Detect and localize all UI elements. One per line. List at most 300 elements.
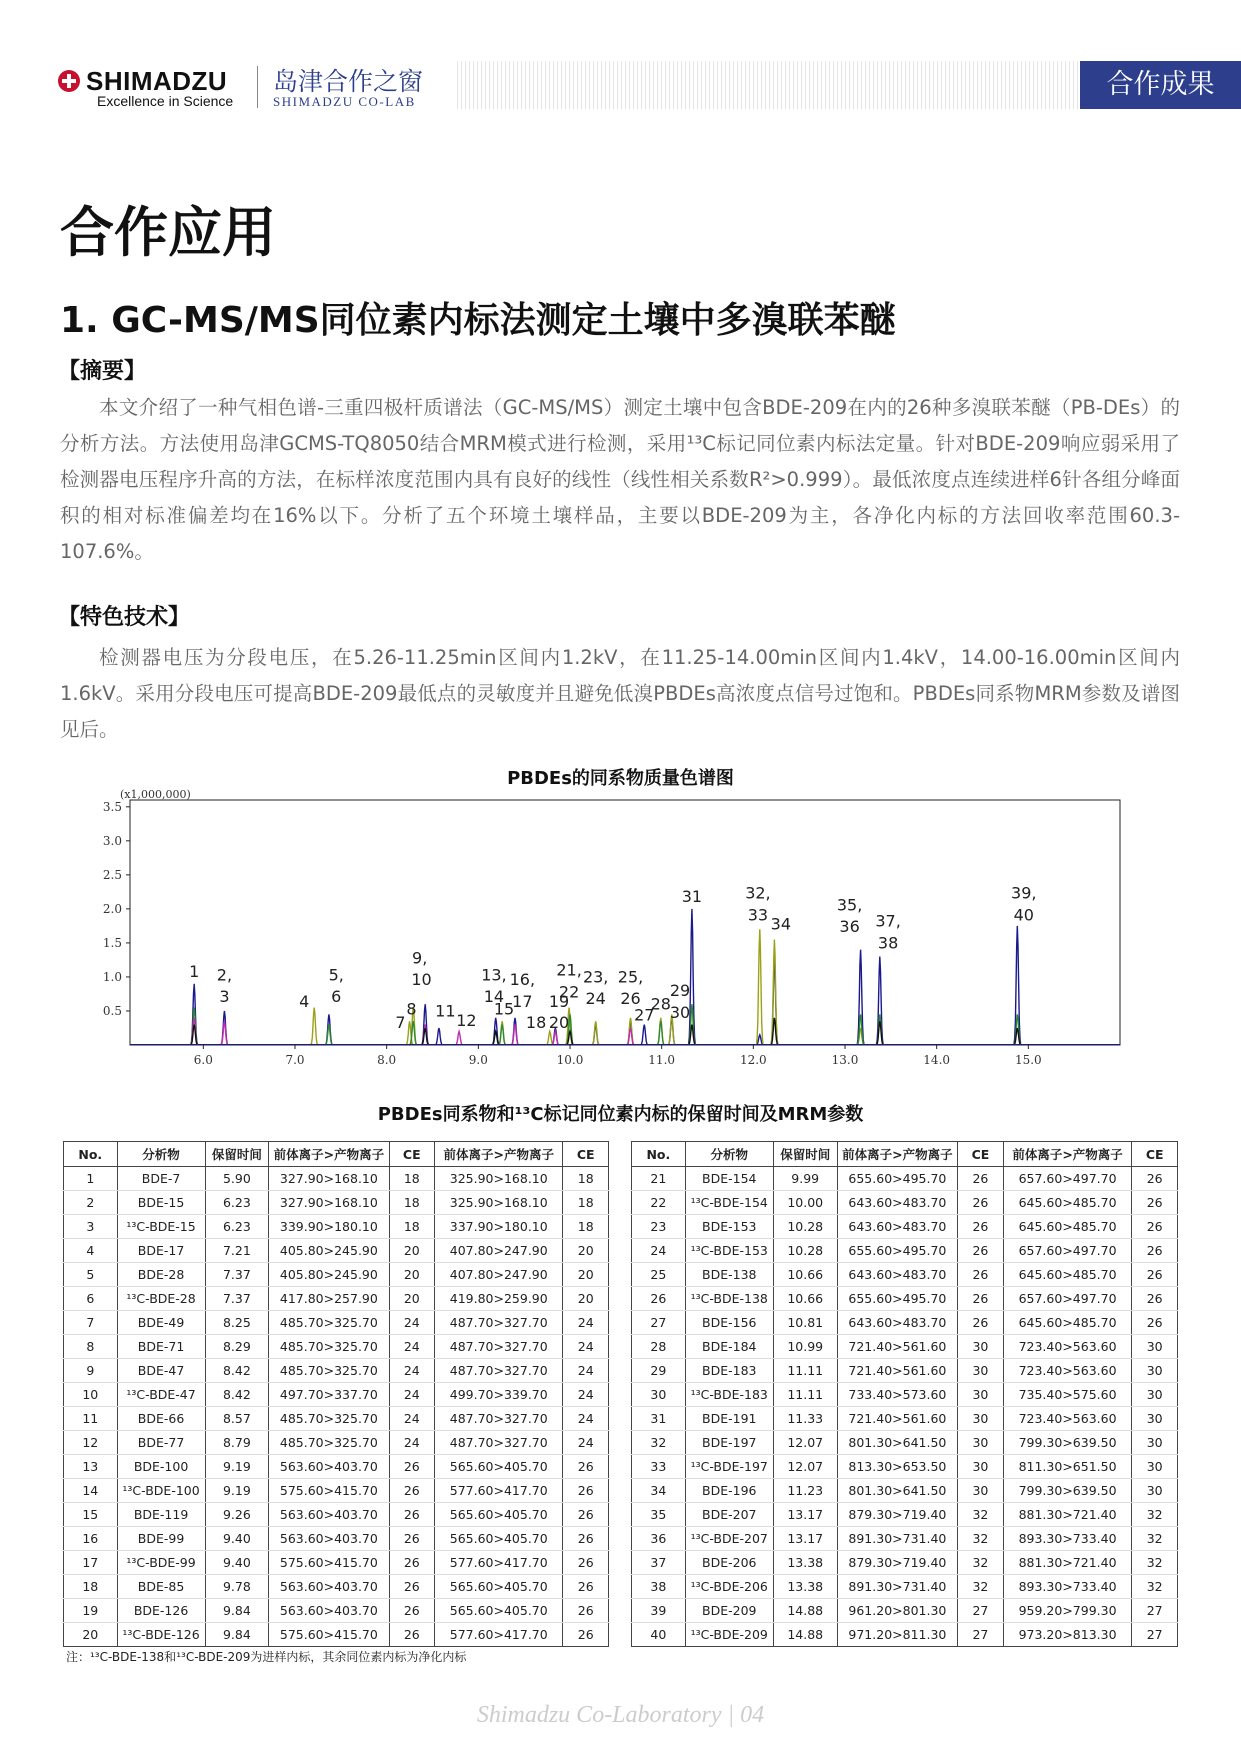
- x-tick-label: 9.0: [468, 1053, 488, 1067]
- table-row: [64, 1335, 609, 1359]
- table-row: [632, 1407, 1178, 1431]
- table-row: [64, 1599, 609, 1623]
- table-cell: 27: [1132, 1623, 1178, 1647]
- chromatogram-peak: [547, 1031, 554, 1044]
- page-header: [0, 0, 1241, 120]
- table-cell: 24: [563, 1431, 609, 1455]
- peak-label: 10: [411, 970, 432, 990]
- x-tick-label: 8.0: [377, 1053, 397, 1067]
- y-tick-label: 2.0: [102, 901, 122, 916]
- table-cell: 26: [958, 1287, 1004, 1311]
- peak-label: 3: [219, 987, 230, 1007]
- peak-label: 40: [1013, 905, 1034, 925]
- table-cell: 26: [563, 1575, 609, 1599]
- table-cell: 645.60>485.70: [1003, 1215, 1132, 1239]
- page-footer: Shimadzu Co-Laboratory | 04: [476, 1702, 765, 1728]
- table-row: [64, 1575, 609, 1599]
- table-cell: 10: [64, 1383, 118, 1407]
- chromatogram-peak: [771, 940, 778, 1044]
- table-cell: 577.60>417.70: [435, 1623, 563, 1647]
- logo-text: SHIMADZU: [86, 66, 228, 96]
- table-cell: 11.11: [773, 1383, 837, 1407]
- table-cell: 575.60>415.70: [269, 1479, 389, 1503]
- header-divider: [257, 66, 258, 108]
- table-cell: 643.60>483.70: [837, 1311, 958, 1335]
- table-cell: ¹³C-BDE-183: [685, 1383, 773, 1407]
- table-cell: 30: [632, 1383, 686, 1407]
- column-header: No.: [632, 1142, 686, 1167]
- table-title: PBDEs同系物和¹³C标记同位素内标的保留时间及MRM参数: [377, 1104, 864, 1125]
- table-cell: 4: [64, 1239, 118, 1263]
- table-cell: 327.90>168.10: [269, 1167, 389, 1191]
- table-cell: BDE-196: [685, 1479, 773, 1503]
- table-cell: 799.30>639.50: [1003, 1431, 1132, 1455]
- table-cell: 19: [64, 1599, 118, 1623]
- x-tick-label: 6.0: [193, 1053, 213, 1067]
- table-cell: 12.07: [773, 1431, 837, 1455]
- table-cell: 32: [1132, 1527, 1178, 1551]
- table-cell: 26: [389, 1527, 435, 1551]
- table-cell: 26: [958, 1263, 1004, 1287]
- table-row: [64, 1407, 609, 1431]
- table-cell: 487.70>327.70: [435, 1359, 563, 1383]
- peak-label: 26: [620, 989, 641, 1009]
- table-cell: 487.70>327.70: [435, 1311, 563, 1335]
- table-cell: 577.60>417.70: [435, 1551, 563, 1575]
- chromatogram-peak: [757, 929, 764, 1043]
- table-cell: 26: [1132, 1263, 1178, 1287]
- table-cell: 657.60>497.70: [1003, 1287, 1132, 1311]
- table-cell: 8.42: [205, 1383, 269, 1407]
- table-cell: ¹³C-BDE-15: [117, 1215, 205, 1239]
- table-row: [64, 1287, 609, 1311]
- table-cell: 9: [64, 1359, 118, 1383]
- peak-label: 35,: [836, 895, 863, 915]
- table-row: [632, 1383, 1178, 1407]
- table-cell: 18: [563, 1191, 609, 1215]
- feature-heading: 【特色技术】: [58, 605, 191, 630]
- table-cell: 24: [389, 1311, 435, 1335]
- table-cell: 497.70>337.70: [269, 1383, 389, 1407]
- y-multiplier-label: (x1,000,000): [120, 788, 191, 801]
- column-header: CE: [389, 1142, 435, 1167]
- peak-label: 39,: [1011, 883, 1037, 903]
- table-cell: BDE-119: [117, 1503, 205, 1527]
- table-cell: 1: [64, 1167, 118, 1191]
- peak-label: 1: [189, 961, 200, 981]
- colab-title-en: SHIMADZU CO-LAB: [273, 94, 416, 109]
- table-cell: 10.81: [773, 1311, 837, 1335]
- table-row: [632, 1335, 1178, 1359]
- table-cell: 13.17: [773, 1503, 837, 1527]
- table-header-row: [64, 1142, 609, 1167]
- table-cell: 40: [632, 1623, 686, 1647]
- table-row: [632, 1551, 1178, 1575]
- table-cell: 10.99: [773, 1335, 837, 1359]
- peak-label: 25,: [617, 967, 644, 987]
- table-cell: 7.37: [205, 1287, 269, 1311]
- table-row: [64, 1191, 609, 1215]
- table-cell: 32: [1132, 1575, 1178, 1599]
- table-cell: BDE-184: [685, 1335, 773, 1359]
- table-cell: 485.70>325.70: [269, 1311, 389, 1335]
- table-cell: 20: [563, 1287, 609, 1311]
- table-cell: 26: [1132, 1239, 1178, 1263]
- table-cell: 645.60>485.70: [1003, 1263, 1132, 1287]
- colab-title-cn: 岛津合作之窗: [273, 67, 424, 96]
- table-cell: 721.40>561.60: [837, 1359, 958, 1383]
- table-cell: 29: [632, 1359, 686, 1383]
- table-row: [64, 1431, 609, 1455]
- table-cell: BDE-126: [117, 1599, 205, 1623]
- table-cell: 721.40>561.60: [837, 1407, 958, 1431]
- table-row: [632, 1239, 1178, 1263]
- table-cell: ¹³C-BDE-100: [117, 1479, 205, 1503]
- x-tick-label: 13.0: [831, 1053, 859, 1067]
- table-cell: ¹³C-BDE-28: [117, 1287, 205, 1311]
- table-cell: 18: [64, 1575, 118, 1599]
- table-cell: 12.07: [773, 1455, 837, 1479]
- table-cell: BDE-207: [685, 1503, 773, 1527]
- peak-label: 7: [395, 1012, 406, 1032]
- table-cell: 499.70>339.70: [435, 1383, 563, 1407]
- column-header: CE: [563, 1142, 609, 1167]
- table-cell: 32: [958, 1527, 1004, 1551]
- table-cell: 26: [563, 1527, 609, 1551]
- table-cell: 24: [632, 1239, 686, 1263]
- table-row: [64, 1479, 609, 1503]
- table-cell: 8.79: [205, 1431, 269, 1455]
- table-cell: 655.60>495.70: [837, 1239, 958, 1263]
- chromatogram-peak: [689, 909, 696, 1044]
- table-cell: BDE-183: [685, 1359, 773, 1383]
- table-cell: 961.20>801.30: [837, 1599, 958, 1623]
- peak-label: 32,: [745, 883, 771, 903]
- peak-label: 11: [435, 1001, 456, 1021]
- table-cell: ¹³C-BDE-47: [117, 1383, 205, 1407]
- table-cell: 20: [64, 1623, 118, 1647]
- peak-label: 17: [512, 991, 533, 1011]
- column-header: 保留时间: [773, 1142, 837, 1167]
- table-row: [632, 1191, 1178, 1215]
- table-cell: 881.30>721.40: [1003, 1551, 1132, 1575]
- peak-label: 5,: [328, 965, 344, 985]
- peak-label: 12: [456, 1010, 477, 1030]
- table-cell: 881.30>721.40: [1003, 1503, 1132, 1527]
- table-cell: 735.40>575.60: [1003, 1383, 1132, 1407]
- table-row: [64, 1383, 609, 1407]
- table-cell: 5: [64, 1263, 118, 1287]
- table-cell: 9.19: [205, 1455, 269, 1479]
- table-cell: 24: [389, 1431, 435, 1455]
- table-cell: 38: [632, 1575, 686, 1599]
- table-cell: 26: [1132, 1215, 1178, 1239]
- table-cell: 20: [563, 1239, 609, 1263]
- table-cell: ¹³C-BDE-206: [685, 1575, 773, 1599]
- table-cell: 9.84: [205, 1623, 269, 1647]
- table-cell: 10.28: [773, 1239, 837, 1263]
- feature-text: 检测器电压为分段电压，在5.26-11.25min区间内1.2kV，在11.25-14.00min区间内1.4kV，14.00-16.00min区间内1.6kV。采用分段电压可提高BDE-209最低点的灵敏度并且避免低溴PBDEs高浓度点信号过饱和。PBDEs同系物MRM参数及谱图见后。: [60, 646, 1180, 741]
- mrm-table-right: [631, 1141, 1178, 1647]
- table-cell: 24: [563, 1407, 609, 1431]
- table-cell: 563.60>403.70: [269, 1575, 389, 1599]
- x-tick-label: 7.0: [285, 1053, 305, 1067]
- x-tick-label: 12.0: [739, 1053, 767, 1067]
- table-cell: BDE-77: [117, 1431, 205, 1455]
- column-header: 分析物: [117, 1142, 205, 1167]
- table-cell: 657.60>497.70: [1003, 1167, 1132, 1191]
- table-cell: 13.17: [773, 1527, 837, 1551]
- table-cell: 891.30>731.40: [837, 1575, 958, 1599]
- column-header: 保留时间: [205, 1142, 269, 1167]
- table-cell: 8.42: [205, 1359, 269, 1383]
- table-cell: 5.90: [205, 1167, 269, 1191]
- table-cell: 30: [1132, 1359, 1178, 1383]
- table-cell: 10.66: [773, 1263, 837, 1287]
- table-cell: 18: [389, 1191, 435, 1215]
- table-cell: 407.80>247.90: [435, 1239, 563, 1263]
- table-cell: 10.28: [773, 1215, 837, 1239]
- peak-label: 13,: [481, 965, 507, 985]
- chromatogram-peak: [456, 1031, 463, 1044]
- table-cell: 26: [563, 1551, 609, 1575]
- table-cell: 8.25: [205, 1311, 269, 1335]
- table-cell: 813.30>653.50: [837, 1455, 958, 1479]
- peak-label: 22: [558, 982, 580, 1002]
- table-row: [632, 1431, 1178, 1455]
- peak-label: 9,: [412, 948, 428, 968]
- table-cell: 655.60>495.70: [837, 1167, 958, 1191]
- table-cell: 26: [563, 1599, 609, 1623]
- y-tick-label: 0.5: [102, 1003, 122, 1018]
- table-cell: 3: [64, 1215, 118, 1239]
- table-cell: 26: [389, 1503, 435, 1527]
- peak-label: 4: [299, 991, 310, 1011]
- table-cell: 26: [563, 1503, 609, 1527]
- table-cell: 32: [1132, 1551, 1178, 1575]
- table-cell: 643.60>483.70: [837, 1215, 958, 1239]
- peak-label: 37,: [875, 911, 901, 931]
- y-tick-label: 3.0: [102, 833, 122, 848]
- table-cell: BDE-7: [117, 1167, 205, 1191]
- peak-label: 38: [877, 933, 899, 953]
- table-cell: 417.80>257.90: [269, 1287, 389, 1311]
- table-cell: 9.99: [773, 1167, 837, 1191]
- x-tick-label: 14.0: [923, 1053, 951, 1067]
- table-cell: 7: [64, 1311, 118, 1335]
- table-cell: 485.70>325.70: [269, 1407, 389, 1431]
- table-cell: 10.66: [773, 1287, 837, 1311]
- column-header: 分析物: [685, 1142, 773, 1167]
- table-cell: ¹³C-BDE-154: [685, 1191, 773, 1215]
- peak-label: 23,: [582, 967, 609, 987]
- chart-title: PBDEs的同系物质量色谱图: [507, 768, 734, 789]
- table-cell: 959.20>799.30: [1003, 1599, 1132, 1623]
- table-cell: 26: [958, 1215, 1004, 1239]
- table-cell: 25: [632, 1263, 686, 1287]
- y-tick-label: 1.5: [102, 935, 122, 950]
- table-cell: 14.88: [773, 1623, 837, 1647]
- table-cell: 26: [389, 1479, 435, 1503]
- table-cell: 30: [958, 1479, 1004, 1503]
- table-cell: 20: [389, 1287, 435, 1311]
- article-title: 1. GC-MS/MS同位素内标法测定土壤中多溴联苯醚: [60, 300, 896, 341]
- peak-label: 6: [331, 987, 342, 1007]
- table-cell: 26: [1132, 1191, 1178, 1215]
- table-cell: BDE-15: [117, 1191, 205, 1215]
- table-cell: 485.70>325.70: [269, 1431, 389, 1455]
- table-cell: 26: [563, 1479, 609, 1503]
- table-cell: BDE-154: [685, 1167, 773, 1191]
- table-row: [64, 1455, 609, 1479]
- table-cell: 15: [64, 1503, 118, 1527]
- table-row: [632, 1359, 1178, 1383]
- table-cell: 12: [64, 1431, 118, 1455]
- table-cell: 26: [1132, 1311, 1178, 1335]
- shimadzu-logo-icon: [58, 70, 80, 92]
- table-cell: 6.23: [205, 1191, 269, 1215]
- table-cell: 9.84: [205, 1599, 269, 1623]
- table-row: [632, 1599, 1178, 1623]
- table-cell: 18: [389, 1167, 435, 1191]
- table-cell: 565.60>405.70: [435, 1599, 563, 1623]
- table-row: [64, 1311, 609, 1335]
- table-cell: 339.90>180.10: [269, 1215, 389, 1239]
- table-cell: 27: [1132, 1599, 1178, 1623]
- table-row: [632, 1527, 1178, 1551]
- table-cell: 36: [632, 1527, 686, 1551]
- table-cell: 811.30>651.50: [1003, 1455, 1132, 1479]
- table-cell: 487.70>327.70: [435, 1431, 563, 1455]
- table-cell: 26: [389, 1623, 435, 1647]
- table-row: [64, 1527, 609, 1551]
- table-cell: 17: [64, 1551, 118, 1575]
- peak-label: 16,: [509, 970, 536, 990]
- table-cell: 30: [958, 1407, 1004, 1431]
- table-cell: 9.26: [205, 1503, 269, 1527]
- table-cell: 26: [389, 1599, 435, 1623]
- peak-label: 33: [747, 905, 769, 925]
- peak-label: 15: [493, 999, 515, 1019]
- table-cell: 801.30>641.50: [837, 1479, 958, 1503]
- table-row: [64, 1167, 609, 1191]
- table-cell: 24: [389, 1335, 435, 1359]
- table-cell: 34: [632, 1479, 686, 1503]
- table-cell: 32: [958, 1503, 1004, 1527]
- table-cell: ¹³C-BDE-138: [685, 1287, 773, 1311]
- table-cell: BDE-197: [685, 1431, 773, 1455]
- table-cell: 11.23: [773, 1479, 837, 1503]
- chromatogram-peak: [499, 1025, 506, 1045]
- table-cell: ¹³C-BDE-209: [685, 1623, 773, 1647]
- table-cell: BDE-28: [117, 1263, 205, 1287]
- header-decoration: [457, 61, 1080, 109]
- x-tick-label: 11.0: [648, 1053, 676, 1067]
- chromatogram-peak: [592, 1021, 599, 1044]
- table-cell: 645.60>485.70: [1003, 1311, 1132, 1335]
- table-row: [632, 1479, 1178, 1503]
- table-cell: 8.29: [205, 1335, 269, 1359]
- table-cell: 28: [632, 1335, 686, 1359]
- table-note: 注：¹³C-BDE-138和¹³C-BDE-209为进样内标，其余同位素内标为净化内标: [66, 1650, 467, 1664]
- table-cell: 18: [563, 1167, 609, 1191]
- column-header: 前体离子>产物离子: [1003, 1142, 1132, 1167]
- table-cell: 30: [1132, 1335, 1178, 1359]
- table-cell: 23: [632, 1215, 686, 1239]
- table-cell: 325.90>168.10: [435, 1191, 563, 1215]
- chromatogram-peak: [512, 1025, 519, 1045]
- table-cell: BDE-85: [117, 1575, 205, 1599]
- table-cell: 26: [1132, 1167, 1178, 1191]
- table-cell: BDE-156: [685, 1311, 773, 1335]
- table-cell: 563.60>403.70: [269, 1455, 389, 1479]
- table-cell: 799.30>639.50: [1003, 1479, 1132, 1503]
- table-cell: 30: [1132, 1407, 1178, 1431]
- chromatogram-peak: [1014, 926, 1021, 1044]
- table-cell: 7.37: [205, 1263, 269, 1287]
- table-cell: 9.40: [205, 1527, 269, 1551]
- table-cell: 30: [958, 1335, 1004, 1359]
- table-cell: BDE-191: [685, 1407, 773, 1431]
- table-cell: 16: [64, 1527, 118, 1551]
- table-cell: 14: [64, 1479, 118, 1503]
- table-cell: 9.40: [205, 1551, 269, 1575]
- table-cell: 24: [563, 1359, 609, 1383]
- section-badge: 合作成果: [1080, 61, 1241, 109]
- table-cell: 11.33: [773, 1407, 837, 1431]
- table-cell: 32: [958, 1575, 1004, 1599]
- table-cell: 655.60>495.70: [837, 1287, 958, 1311]
- table-cell: 26: [958, 1191, 1004, 1215]
- table-cell: 575.60>415.70: [269, 1623, 389, 1647]
- table-cell: 30: [958, 1383, 1004, 1407]
- table-cell: 327.90>168.10: [269, 1191, 389, 1215]
- table-cell: BDE-66: [117, 1407, 205, 1431]
- table-cell: 9.19: [205, 1479, 269, 1503]
- column-header: 前体离子>产物离子: [837, 1142, 958, 1167]
- table-cell: 893.30>733.40: [1003, 1527, 1132, 1551]
- table-cell: 407.80>247.90: [435, 1263, 563, 1287]
- table-cell: 39: [632, 1599, 686, 1623]
- table-cell: 26: [1132, 1287, 1178, 1311]
- peak-label: 31: [681, 887, 703, 907]
- chromatogram-chart: [90, 785, 1140, 1085]
- peak-label: 8: [406, 999, 417, 1019]
- peak-label: 14: [483, 987, 505, 1007]
- chromatogram-peak: [311, 1008, 318, 1045]
- table-cell: 8.57: [205, 1407, 269, 1431]
- page-title: 合作应用: [60, 200, 276, 264]
- table-cell: 891.30>731.40: [837, 1527, 958, 1551]
- table-cell: 645.60>485.70: [1003, 1191, 1132, 1215]
- peak-label: 30: [669, 1002, 691, 1022]
- table-row: [632, 1623, 1178, 1647]
- table-cell: 18: [563, 1215, 609, 1239]
- table-cell: 643.60>483.70: [837, 1191, 958, 1215]
- table-cell: 30: [1132, 1431, 1178, 1455]
- table-cell: 487.70>327.70: [435, 1407, 563, 1431]
- table-cell: 2: [64, 1191, 118, 1215]
- peak-label: 36: [839, 917, 860, 937]
- logo-tagline: Excellence in Science: [97, 93, 234, 109]
- table-row: [64, 1623, 609, 1647]
- table-cell: 6.23: [205, 1215, 269, 1239]
- table-cell: 973.20>813.30: [1003, 1623, 1132, 1647]
- table-cell: 657.60>497.70: [1003, 1239, 1132, 1263]
- table-cell: 723.40>563.60: [1003, 1359, 1132, 1383]
- peak-label: 20: [548, 1012, 570, 1032]
- x-tick-label: 10.0: [556, 1053, 584, 1067]
